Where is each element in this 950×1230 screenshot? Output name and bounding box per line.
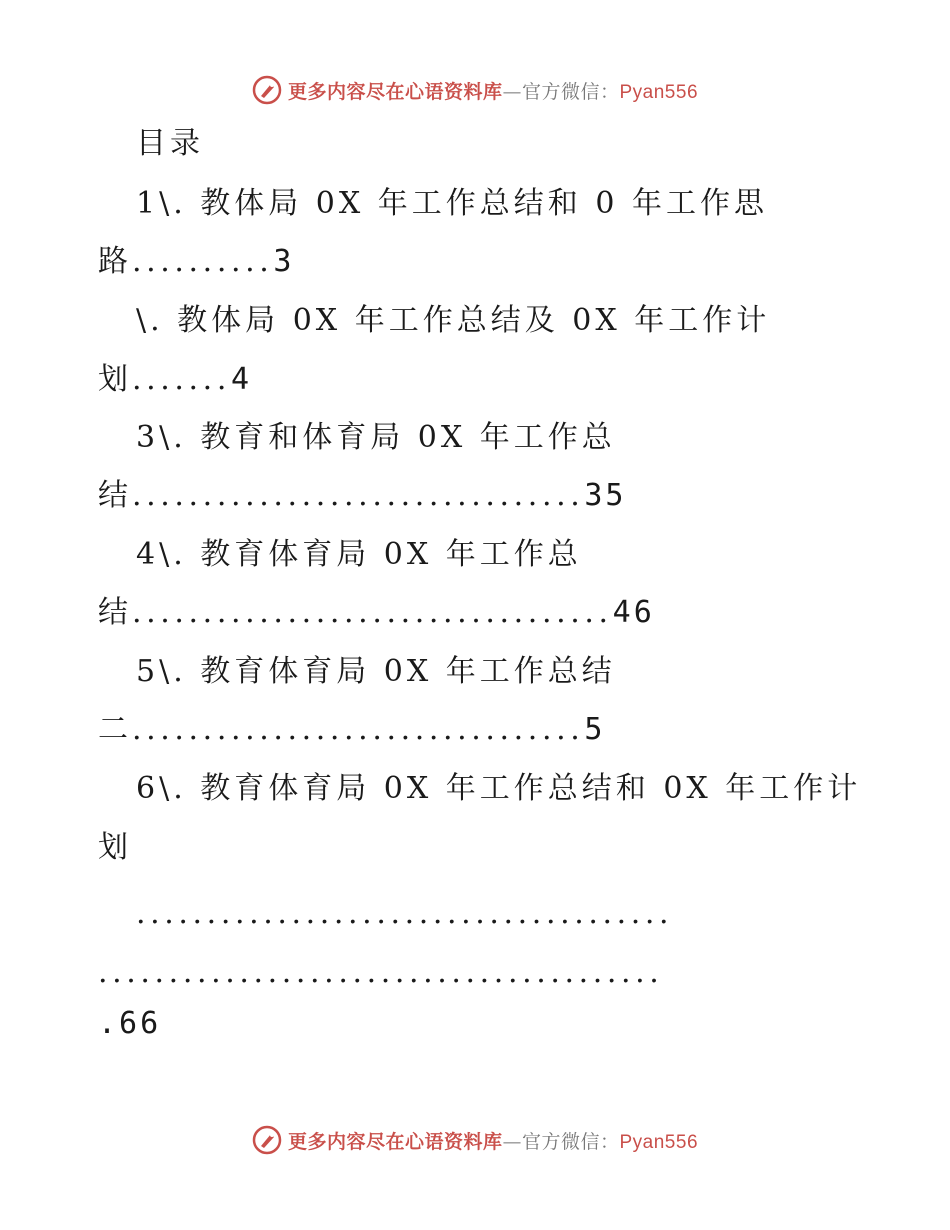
toc-entry-5-continuation[interactable]: 二................................5 bbox=[98, 712, 606, 747]
toc-entry-6-page[interactable]: .66 bbox=[98, 1006, 162, 1041]
toc-entry-2-title[interactable]: \. 教体局 0X 年工作总结及 0X 年工作计 bbox=[136, 303, 771, 338]
header-watermark bbox=[0, 70, 950, 110]
watermark-text: 更多内容尽在心语资料库—官方微信：Pyan556 bbox=[287, 1130, 699, 1153]
toc-entry-3-page: 35 bbox=[584, 478, 627, 513]
toc-entry-4-title[interactable]: 4\. 教育体育局 0X 年工作总 bbox=[136, 537, 582, 572]
toc-entry-5-title[interactable]: 5\. 教育体育局 0X 年工作总结 bbox=[136, 654, 616, 689]
pen-nib-logo-icon bbox=[252, 1125, 282, 1155]
toc-heading: 目录 bbox=[136, 126, 204, 161]
toc-entry-2-page: 4 bbox=[230, 362, 253, 397]
toc-entry-6-continuation[interactable]: 划 bbox=[98, 830, 132, 865]
pen-nib-logo-icon bbox=[252, 75, 282, 105]
toc-entry-4-page: 46 bbox=[612, 595, 655, 630]
toc-entry-6-leader-b: ........................................ bbox=[98, 955, 664, 990]
toc-entry-1-page: 3 bbox=[273, 244, 295, 279]
toc-entry-3-continuation[interactable]: 结................................35 bbox=[98, 478, 627, 513]
toc-entry-1-title[interactable]: 1\. 教体局 0X 年工作总结和 0 年工作思 bbox=[136, 186, 768, 221]
toc-entry-6-title[interactable]: 6\. 教育体育局 0X 年工作总结和 0X 年工作计 bbox=[136, 771, 862, 806]
toc-entry-1-continuation[interactable]: 路..........3 bbox=[98, 244, 295, 279]
toc-entry-6-leader-a: ...................................... bbox=[136, 896, 674, 931]
toc-entry-2-continuation[interactable]: 划.......4 bbox=[98, 362, 253, 397]
toc-entry-3-title[interactable]: 3\. 教育和体育局 0X 年工作总 bbox=[136, 420, 616, 455]
watermark-text: 更多内容尽在心语资料库—官方微信：Pyan556 bbox=[287, 80, 699, 103]
footer-watermark bbox=[0, 1120, 950, 1160]
toc-entry-5-page: 5 bbox=[584, 712, 606, 747]
toc-entry-4-continuation[interactable]: 结..................................46 bbox=[98, 595, 655, 630]
